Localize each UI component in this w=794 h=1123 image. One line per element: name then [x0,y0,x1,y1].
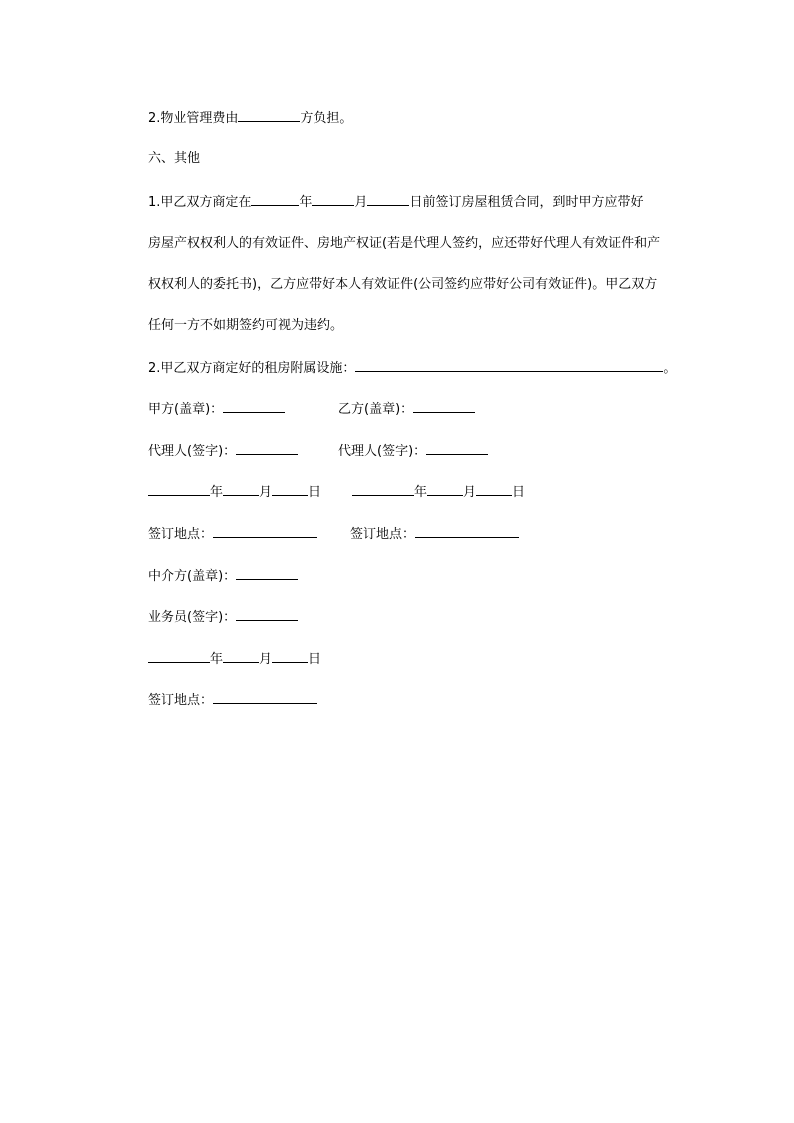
date-c-day-label: 日 [308,652,322,667]
signing-month-label: 月 [354,195,368,210]
signing-clause-line2: 房屋产权权利人的有效证件、房地产权证(若是代理人签约，应还带好代理人有效证件和产 [148,236,661,251]
place-b-blank[interactable] [415,525,519,538]
party-b-blank[interactable] [413,400,475,413]
intermediary-blank[interactable] [236,567,298,580]
facilities-prefix: 2.甲乙双方商定好的租房附属设施： [148,361,356,376]
facilities-blank[interactable] [355,359,663,372]
agent-a-signature [148,442,298,460]
facilities-suffix: 。 [663,361,677,376]
date-b-month-label: 月 [463,485,477,500]
intermediary-seal [148,567,298,585]
agent-a-blank[interactable] [236,442,298,455]
date-c-year-blank[interactable] [148,650,210,663]
date-b-day-label: 日 [512,485,526,500]
signing-clause-line4: 任何一方不如期签约可视为违约。 [148,318,344,333]
date-c-year-label: 年 [210,652,224,667]
place-a-blank[interactable] [213,525,317,538]
place-a-label: 签订地点： [148,527,214,542]
salesman-blank[interactable] [236,608,298,621]
salesman-label: 业务员(签字)： [148,610,237,625]
property-fee-clause [148,109,352,127]
place-b-label: 签订地点： [350,527,416,542]
date-b-day-blank[interactable] [476,483,512,496]
place-c-label: 签订地点： [148,693,214,708]
date-b-year-blank[interactable] [352,483,414,496]
agent-b-blank[interactable] [426,442,488,455]
signing-clause-rest: 日前签订房屋租赁合同，到时甲方应带好 [409,195,644,210]
date-b-year-label: 年 [414,485,428,500]
agent-a-label: 代理人(签字)： [148,444,237,459]
date-c [148,650,321,668]
party-a-blank[interactable] [223,400,285,413]
party-a-label: 甲方(盖章)： [148,402,224,417]
signing-month-blank[interactable] [312,193,354,206]
date-a-year-blank[interactable] [148,483,210,496]
date-b [352,483,525,501]
signing-clause-prefix: 1.甲乙双方商定在 [148,195,252,210]
date-c-day-blank[interactable] [272,650,308,663]
date-c-month-label: 月 [259,652,273,667]
property-fee-blank[interactable] [238,109,300,122]
intermediary-label: 中介方(盖章)： [148,569,237,584]
date-a [148,483,321,501]
property-fee-prefix: 2.物业管理费由 [148,111,239,126]
date-b-month-blank[interactable] [427,483,463,496]
date-a-day-label: 日 [308,485,322,500]
property-fee-suffix: 方负担。 [300,111,353,126]
agent-b-signature [338,442,488,460]
party-b-seal [338,400,475,418]
place-c [148,691,317,709]
date-a-month-blank[interactable] [223,483,259,496]
party-b-label: 乙方(盖章)： [338,402,414,417]
facilities-clause [148,359,676,377]
place-b [350,525,519,543]
party-a-seal [148,400,285,418]
date-a-day-blank[interactable] [272,483,308,496]
place-c-blank[interactable] [213,691,317,704]
signing-clause-line3: 权权利人的委托书)，乙方应带好本人有效证件(公司签约应带好公司有效证件)。甲乙双方 [148,277,658,292]
signing-day-blank[interactable] [367,193,409,206]
date-a-year-label: 年 [210,485,224,500]
place-a [148,525,317,543]
signing-clause-line1 [148,193,643,211]
date-c-month-blank[interactable] [223,650,259,663]
signing-year-label: 年 [299,195,313,210]
salesman-signature [148,608,298,626]
date-a-month-label: 月 [259,485,273,500]
signing-year-blank[interactable] [251,193,299,206]
section-six-heading: 六、其他 [148,151,201,166]
agent-b-label: 代理人(签字)： [338,444,427,459]
